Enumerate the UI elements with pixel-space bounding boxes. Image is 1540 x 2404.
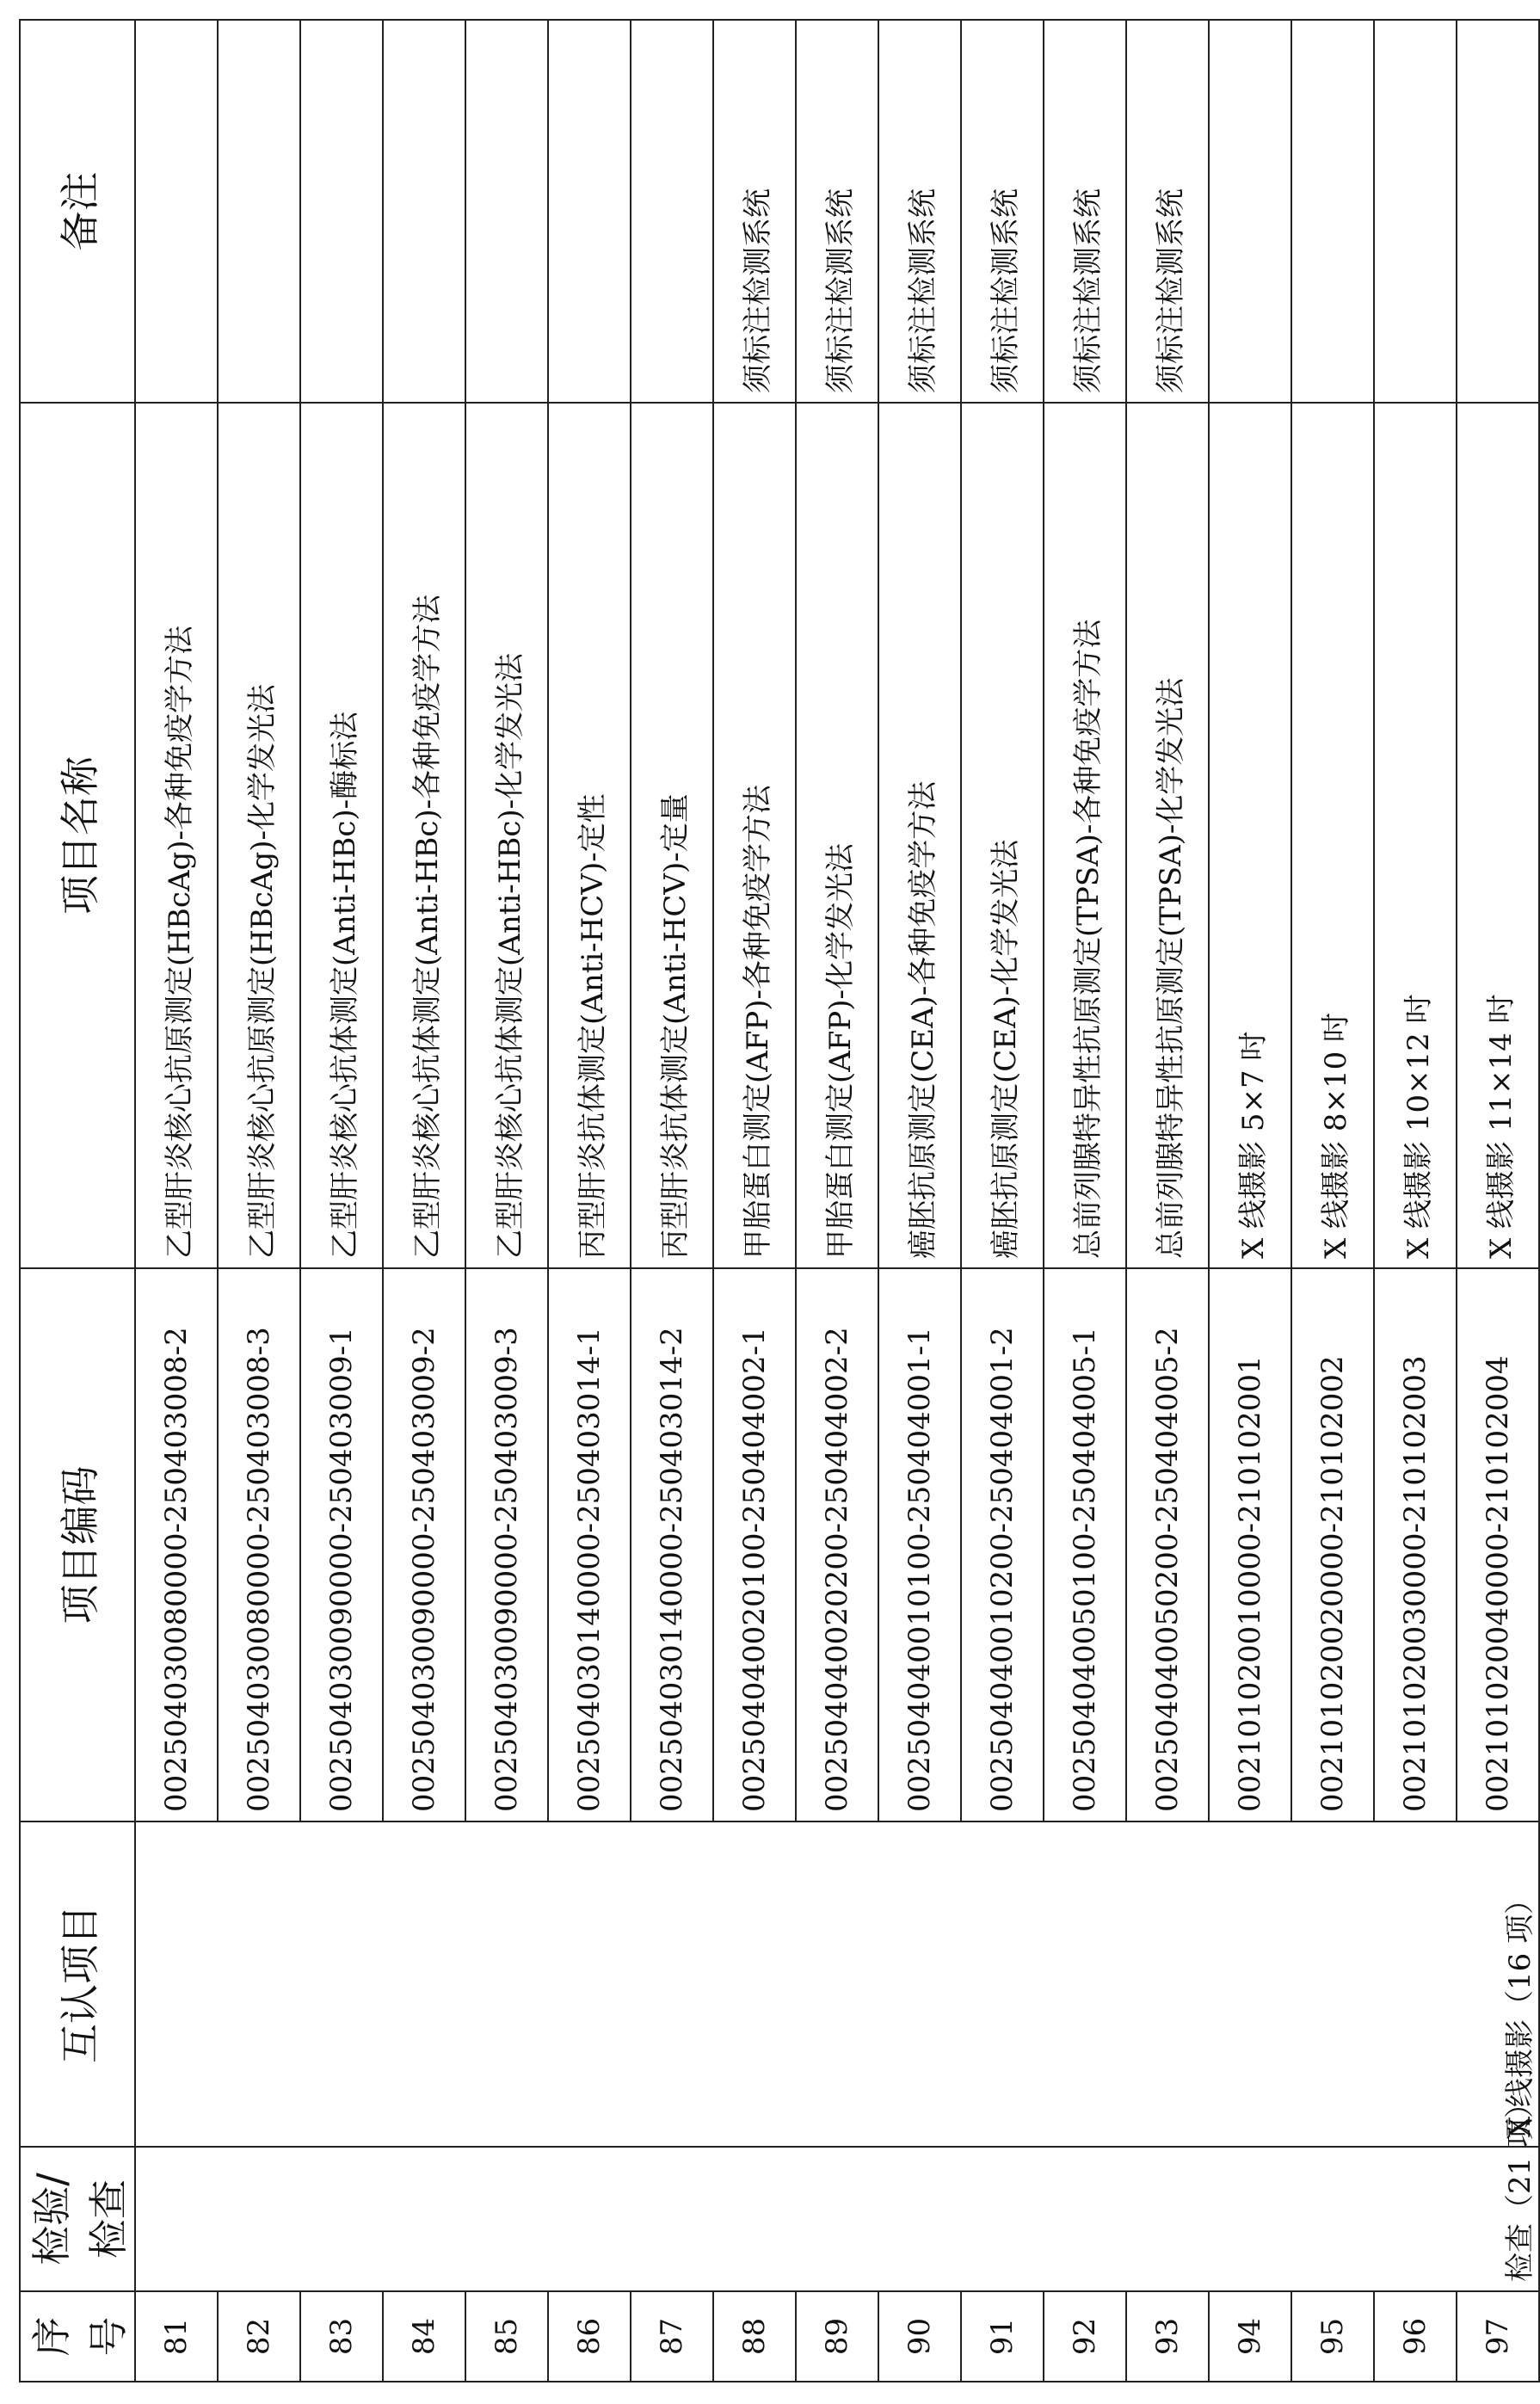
row-remark bbox=[300, 20, 383, 403]
row-code: 002101020040000-210102004 bbox=[1457, 1268, 1539, 1821]
row-seq: 92 bbox=[1044, 2291, 1126, 2382]
row-seq: 87 bbox=[631, 2291, 713, 2382]
row-name: X 线摄影 10×12 吋 bbox=[1374, 403, 1457, 1268]
row-seq: 86 bbox=[548, 2291, 631, 2382]
row-remark: 须标注检测系统 bbox=[1044, 20, 1126, 403]
row-seq: 81 bbox=[135, 2291, 218, 2382]
row-remark bbox=[1374, 20, 1457, 403]
row-remark bbox=[548, 20, 631, 403]
row-seq: 82 bbox=[218, 2291, 300, 2382]
row-seq: 94 bbox=[1209, 2291, 1291, 2382]
row-name: 甲胎蛋白测定(AFP)-化学发光法 bbox=[796, 403, 878, 1268]
row-name: 甲胎蛋白测定(AFP)-各种免疫学方法 bbox=[713, 403, 796, 1268]
row-name: 乙型肝炎核心抗原测定(HBcAg)-化学发光法 bbox=[218, 403, 300, 1268]
row-remark: 须标注检测系统 bbox=[961, 20, 1044, 403]
row-remark bbox=[1291, 20, 1374, 403]
mutual-cell: X 线摄影（16 项） bbox=[135, 1821, 1539, 2147]
row-remark: 须标注检测系统 bbox=[796, 20, 878, 403]
row-remark bbox=[135, 20, 218, 403]
row-code: 002101020020000-210102002 bbox=[1291, 1268, 1374, 1821]
row-name: X 线摄影 8×10 吋 bbox=[1291, 403, 1374, 1268]
header-remark: 备注 bbox=[20, 20, 135, 403]
row-name: 乙型肝炎核心抗体测定(Anti-HBc)-各种免疫学方法 bbox=[383, 403, 465, 1268]
row-seq: 90 bbox=[878, 2291, 961, 2382]
header-name: 项目名称 bbox=[20, 403, 135, 1268]
row-code: 002101020030000-210102003 bbox=[1374, 1268, 1457, 1821]
row-name: 乙型肝炎核心抗体测定(Anti-HBc)-酶标法 bbox=[300, 403, 383, 1268]
row-name: 乙型肝炎核心抗体测定(Anti-HBc)-化学发光法 bbox=[465, 403, 548, 1268]
table-row bbox=[135, 20, 218, 2382]
row-seq: 84 bbox=[383, 2291, 465, 2382]
row-name: 癌胚抗原测定(CEA)-各种免疫学方法 bbox=[878, 403, 961, 1268]
row-name: X 线摄影 11×14 吋 bbox=[1457, 403, 1539, 1268]
row-seq: 83 bbox=[300, 2291, 383, 2382]
row-code: 002504030090000-250403009-1 bbox=[300, 1268, 383, 1821]
category-cell: 检查（21 项） bbox=[135, 2147, 1539, 2291]
header-row bbox=[20, 20, 135, 2382]
row-remark bbox=[1457, 20, 1539, 403]
row-name: 乙型肝炎核心抗原测定(HBcAg)-各种免疫学方法 bbox=[135, 403, 218, 1268]
item-table bbox=[19, 19, 1540, 2382]
header-code: 项目编码 bbox=[20, 1268, 135, 1821]
row-code: 002504040020200-250404002-2 bbox=[796, 1268, 878, 1821]
row-seq: 88 bbox=[713, 2291, 796, 2382]
row-name: 总前列腺特异性抗原测定(TPSA)-化学发光法 bbox=[1126, 403, 1209, 1268]
row-name: 癌胚抗原测定(CEA)-化学发光法 bbox=[961, 403, 1044, 1268]
row-seq: 85 bbox=[465, 2291, 548, 2382]
row-seq: 93 bbox=[1126, 2291, 1209, 2382]
row-code: 002504030140000-250403014-1 bbox=[548, 1268, 631, 1821]
row-code: 002504030090000-250403009-3 bbox=[465, 1268, 548, 1821]
row-code: 002504040020100-250404002-1 bbox=[713, 1268, 796, 1821]
row-seq: 97 bbox=[1457, 2291, 1539, 2382]
row-code: 002504040010100-250404001-1 bbox=[878, 1268, 961, 1821]
row-code: 002504040010200-250404001-2 bbox=[961, 1268, 1044, 1821]
row-remark: 须标注检测系统 bbox=[713, 20, 796, 403]
row-name: X 线摄影 5×7 吋 bbox=[1209, 403, 1291, 1268]
row-seq: 91 bbox=[961, 2291, 1044, 2382]
row-remark bbox=[1209, 20, 1291, 403]
row-remark bbox=[465, 20, 548, 403]
header-seq: 序号 bbox=[20, 2291, 135, 2382]
row-remark bbox=[383, 20, 465, 403]
row-remark: 须标注检测系统 bbox=[1126, 20, 1209, 403]
row-name: 总前列腺特异性抗原测定(TPSA)-各种免疫学方法 bbox=[1044, 403, 1126, 1268]
row-remark bbox=[218, 20, 300, 403]
row-name: 丙型肝炎抗体测定(Anti-HCV)-定性 bbox=[548, 403, 631, 1268]
row-code: 002504030080000-250403008-3 bbox=[218, 1268, 300, 1821]
row-code: 002504040050100-250404005-1 bbox=[1044, 1268, 1126, 1821]
row-code: 002504030090000-250403009-2 bbox=[383, 1268, 465, 1821]
row-seq: 95 bbox=[1291, 2291, 1374, 2382]
row-seq: 96 bbox=[1374, 2291, 1457, 2382]
row-code: 002504030140000-250403014-2 bbox=[631, 1268, 713, 1821]
row-code: 002504040050200-250404005-2 bbox=[1126, 1268, 1209, 1821]
row-code: 002101020010000-210102001 bbox=[1209, 1268, 1291, 1821]
row-seq: 89 bbox=[796, 2291, 878, 2382]
row-code: 002504030080000-250403008-2 bbox=[135, 1268, 218, 1821]
header-category: 检验/检查 bbox=[20, 2147, 135, 2291]
row-remark bbox=[631, 20, 713, 403]
row-remark: 须标注检测系统 bbox=[878, 20, 961, 403]
row-name: 丙型肝炎抗体测定(Anti-HCV)-定量 bbox=[631, 403, 713, 1268]
header-mutual: 互认项目 bbox=[20, 1821, 135, 2147]
